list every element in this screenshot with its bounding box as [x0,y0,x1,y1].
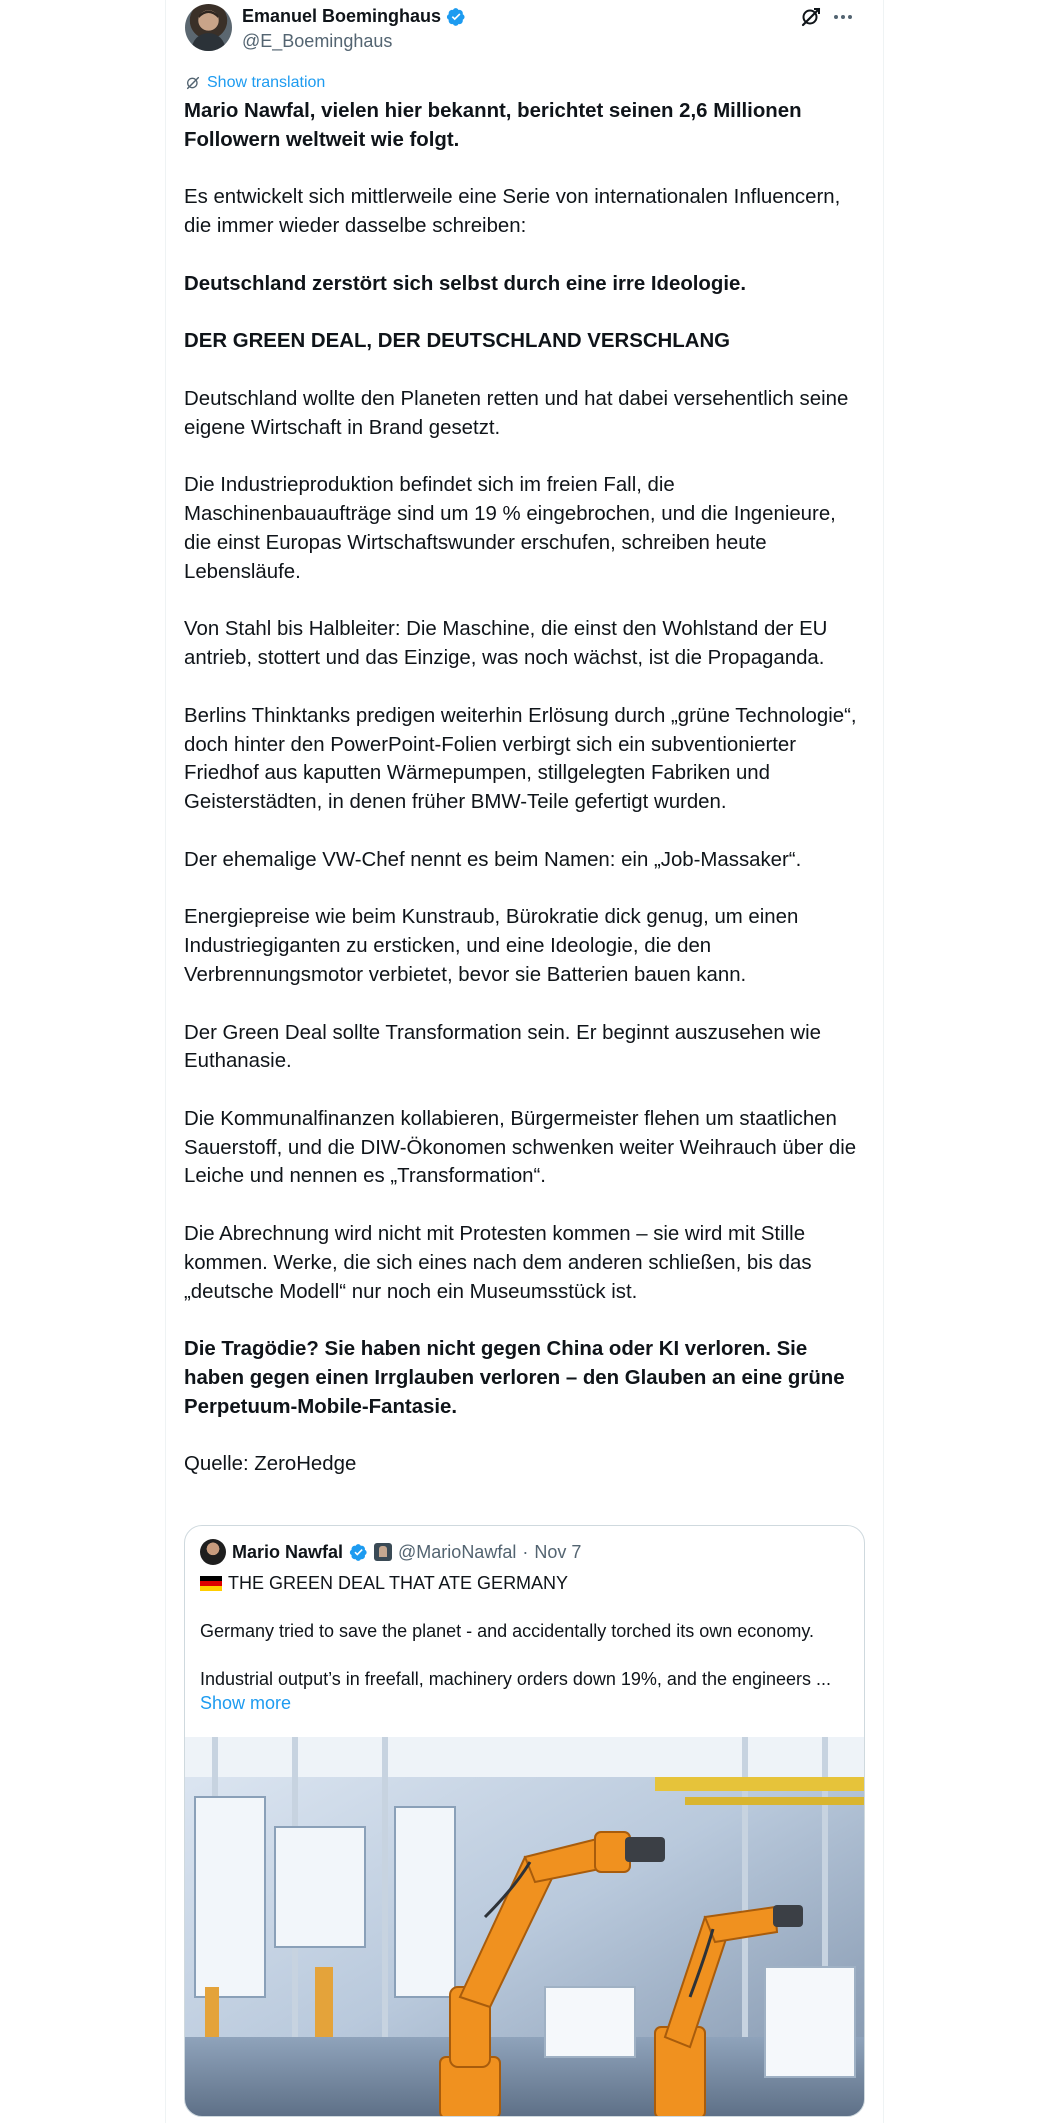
show-translation-button[interactable] [185,74,325,92]
author-name[interactable]: Emanuel Boeminghaus [242,6,442,26]
post-text [184,97,864,1479]
quoted-post-title: THE GREEN DEAL THAT ATE GERMANY [228,1573,569,1593]
quoted-post-text [200,1571,850,1715]
quoted-post-date: Nov 7 [534,1541,582,1562]
translate-icon [185,75,201,91]
affiliate-badge-icon [374,1543,392,1561]
quoted-author-avatar [200,1539,226,1565]
separator: · [522,1541,529,1562]
post-paragraph: Die Abrechnung wird nicht mit Protesten kommen – sie wird mit Stille kommen. Werke, die sich eines nach dem anderen schließen, bis das „deutsche Modell“ nur noch ein Museumsstück ist. [184,1223,812,1303]
post-paragraph: Der Green Deal sollte Transformation sein. Er beginnt auszusehen wie Euthanasie. [184,1021,821,1073]
post-paragraph: Berlins Thinktanks predigen weiterhin Erlösung durch „grüne Technologie“, doch hinter den PowerPoint-Folien verbirgt sich ein subventionierter Friedhof aus kaputten Wärmepumpen, stillgelegten Fabriken und Geisterstädten, in denen früher BMW-Teile gefertigt wurden. [184,704,857,814]
post-paragraph: Energiepreise wie beim Kunstraub, Bürokratie dick genug, um einen Industriegiganten zu ersticken, und eine Ideologie, die den Verbrennungsmotor verbietet, bevor sie Batterien bauen kann. [184,906,799,986]
post-paragraph: Deutschland zerstört sich selbst durch eine irre Ideologie. [184,272,747,295]
quoted-post-header [200,1539,581,1565]
quoted-post-line: Germany tried to save the planet - and accidentally torched its own economy. [200,1621,814,1641]
post-paragraph: Quelle: ZeroHedge [184,1453,357,1476]
author-handle[interactable]: @E_Boeminghaus [242,31,393,51]
verified-badge-icon [446,7,466,27]
post-paragraph: Die Tragödie? Sie haben nicht gegen China oder KI verloren. Sie haben gegen einen Irrglauben verloren – den Glauben an eine grüne Perpetuum-Mobile-Fantasie. [184,1338,845,1418]
post-paragraph: Es entwickelt sich mittlerweile eine Serie von internationalen Influencern, die immer wieder dasselbe schreiben: [184,186,841,238]
more-icon[interactable] [831,5,855,29]
robotic-assembly-line-image[interactable] [185,1737,865,2117]
grok-icon[interactable] [799,5,823,29]
verified-badge-icon [349,1543,368,1562]
quoted-post[interactable] [184,1525,865,2117]
author-avatar[interactable] [185,4,232,51]
german-flag-icon [200,1576,222,1591]
post-paragraph: DER GREEN DEAL, DER DEUTSCHLAND VERSCHLANG [184,330,731,353]
post-paragraph: Deutschland wollte den Planeten retten und hat dabei versehentlich seine eigene Wirtschaft in Brand gesetzt. [184,387,849,439]
quoted-author-name: Mario Nawfal [232,1541,344,1562]
show-more-link[interactable]: Show more [200,1693,292,1713]
post-paragraph: Der ehemalige VW-Chef nennt es beim Namen: ein „Job-Massaker“. [184,848,802,871]
post-paragraph: Mario Nawfal, vielen hier bekannt, berichtet seinen 2,6 Millionen Followern weltweit wie folgt. [184,100,802,151]
post-paragraph: Die Industrieproduktion befindet sich im freien Fall, die Maschinenbauaufträge sind um 19 % eingebrochen, und die Ingenieure, die einst Europas Wirtschaftswunder erschufen, schreiben heute Lebensläufe. [184,474,836,583]
quoted-post-line: Industrial output’s in freefall, machinery orders down 19%, and the engineers ... [200,1669,832,1689]
post-paragraph: Die Kommunalfinanzen kollabieren, Bürgermeister flehen um staatlichen Sauerstoff, und die DIW-Ökonomen schwenken weiter Weihrauch über die Leiche und nennen es „Transformation“. [184,1107,857,1188]
quoted-author-handle: @MarioNawfal [398,1541,517,1562]
author-name-row[interactable] [242,6,466,27]
show-translation-label: Show translation [207,74,326,91]
post-paragraph: Von Stahl bis Halbleiter: Die Maschine, die einst den Wohlstand der EU antrieb, stottert und das Einzige, was noch wächst, ist die Propaganda. [184,618,828,670]
